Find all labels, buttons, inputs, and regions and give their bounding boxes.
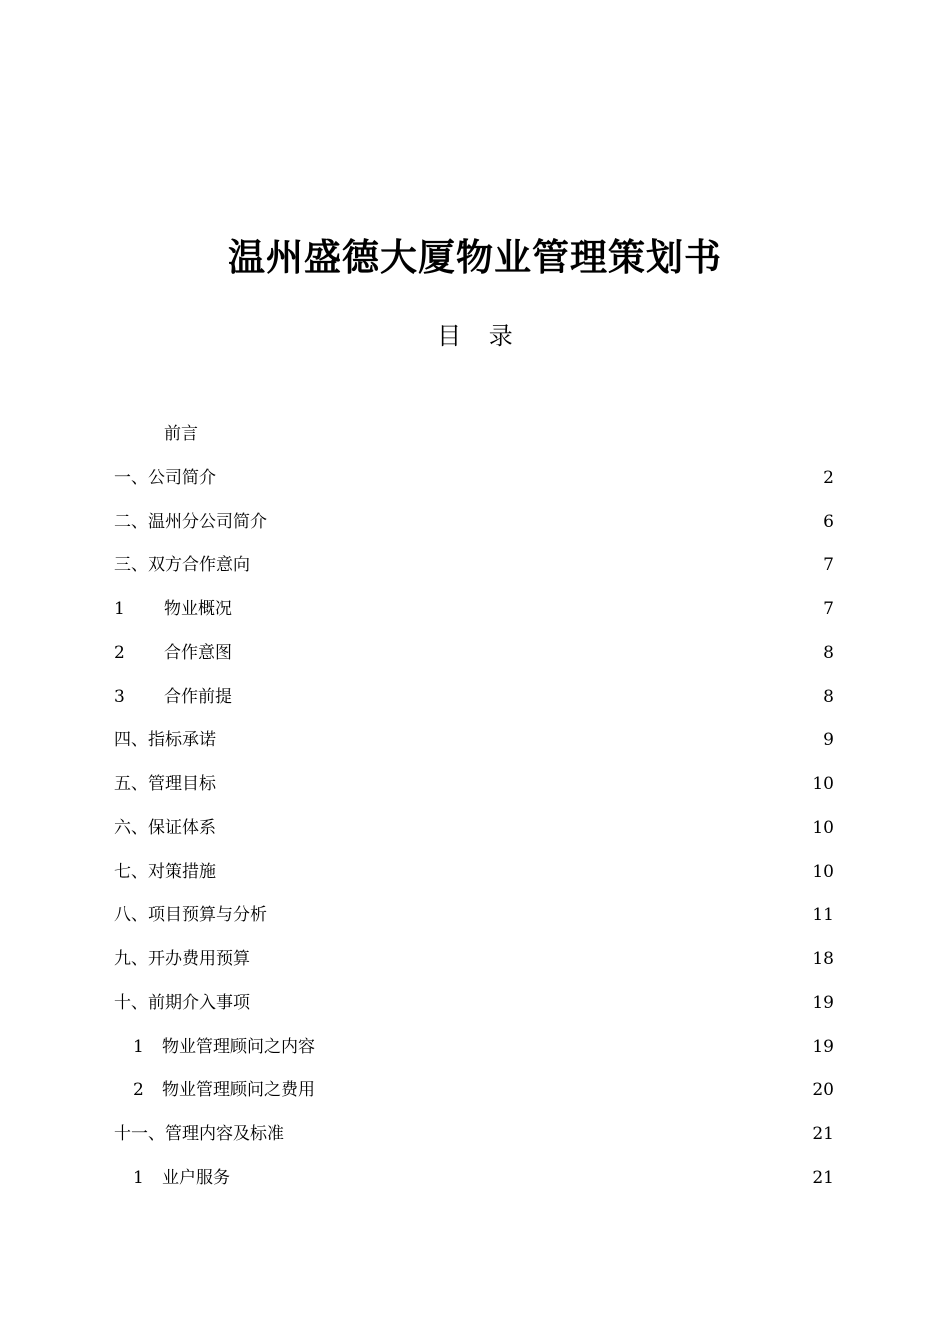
toc-entry-page-number: 8 bbox=[823, 642, 834, 663]
toc-entry-page-number: 19 bbox=[812, 992, 834, 1013]
toc-entry-label: 四、指标承诺 bbox=[114, 730, 216, 751]
toc-entry-page-number: 20 bbox=[812, 1080, 834, 1101]
toc-entry[interactable] bbox=[114, 413, 834, 457]
toc-entry-label: 十一、管理内容及标准 bbox=[114, 1124, 284, 1144]
toc-entry-page-number: 9 bbox=[823, 730, 834, 751]
toc-entry-page-number: 18 bbox=[812, 949, 834, 969]
toc-entry[interactable] bbox=[114, 632, 834, 676]
toc-entry-number: 2 bbox=[133, 1080, 144, 1101]
toc-entry[interactable] bbox=[114, 1069, 834, 1113]
toc-entry-number: 1 bbox=[133, 1167, 144, 1188]
toc-entry-page-number: 7 bbox=[823, 555, 834, 576]
toc-entry-label: 九、开办费用预算 bbox=[114, 949, 250, 969]
toc-entry[interactable] bbox=[114, 719, 834, 763]
toc-entry[interactable] bbox=[114, 982, 834, 1026]
toc-entry[interactable] bbox=[114, 588, 834, 632]
toc-entry-number: 3 bbox=[114, 686, 125, 707]
toc-entry-page-number: 21 bbox=[812, 1167, 834, 1188]
toc-entry[interactable] bbox=[114, 501, 834, 545]
toc-entry-label: 物业管理顾问之内容 bbox=[162, 1036, 315, 1057]
toc-entry-label: 合作前提 bbox=[164, 686, 232, 707]
toc-entry[interactable] bbox=[114, 763, 834, 807]
toc-entry[interactable] bbox=[114, 807, 834, 851]
toc-entry-page-number: 21 bbox=[812, 1124, 834, 1144]
toc-entry-label: 一、公司简介 bbox=[114, 467, 216, 488]
toc-entry-page-number: 10 bbox=[812, 774, 834, 794]
toc-entry-label: 八、项目预算与分析 bbox=[114, 905, 267, 926]
toc-entry[interactable] bbox=[114, 851, 834, 895]
toc-entry-label: 前言 bbox=[164, 424, 198, 444]
toc-entry-page-number: 8 bbox=[823, 686, 834, 707]
document-title: 温州盛德大厦物业管理策划书 bbox=[228, 236, 722, 279]
toc-entry[interactable] bbox=[114, 938, 834, 982]
toc-entry-number: 1 bbox=[133, 1036, 144, 1057]
toc-entry-page-number: 7 bbox=[823, 599, 834, 619]
toc-entry[interactable] bbox=[114, 894, 834, 938]
toc-entry[interactable] bbox=[114, 1157, 834, 1201]
toc-entry-page-number: 10 bbox=[812, 817, 834, 838]
table-of-contents bbox=[114, 413, 834, 1201]
toc-entry-page-number: 10 bbox=[812, 861, 834, 882]
toc-entry-label: 五、管理目标 bbox=[114, 774, 216, 794]
toc-entry-label: 三、双方合作意向 bbox=[114, 555, 250, 576]
toc-entry-number: 1 bbox=[114, 599, 125, 619]
toc-entry[interactable] bbox=[114, 457, 834, 501]
toc-entry-label: 物业概况 bbox=[164, 599, 232, 619]
toc-entry[interactable] bbox=[114, 1113, 834, 1157]
toc-entry-label: 合作意图 bbox=[164, 642, 232, 663]
toc-heading: 目 录 bbox=[437, 322, 513, 350]
toc-entry-page-number: 19 bbox=[812, 1036, 834, 1057]
toc-entry-label: 七、对策措施 bbox=[114, 861, 216, 882]
toc-entry[interactable] bbox=[114, 544, 834, 588]
toc-entry-page-number: 6 bbox=[823, 511, 834, 532]
toc-entry-label: 业户服务 bbox=[162, 1167, 230, 1188]
toc-entry[interactable] bbox=[114, 1026, 834, 1070]
toc-entry-number: 2 bbox=[114, 642, 125, 663]
toc-entry-label: 六、保证体系 bbox=[114, 817, 216, 838]
toc-entry-page-number: 11 bbox=[812, 905, 834, 926]
toc-entry-label: 物业管理顾问之费用 bbox=[162, 1080, 315, 1101]
toc-entry-page-number: 2 bbox=[823, 467, 834, 488]
toc-entry[interactable] bbox=[114, 676, 834, 720]
toc-entry-label: 二、温州分公司简介 bbox=[114, 511, 267, 532]
toc-entry-label: 十、前期介入事项 bbox=[114, 992, 250, 1013]
